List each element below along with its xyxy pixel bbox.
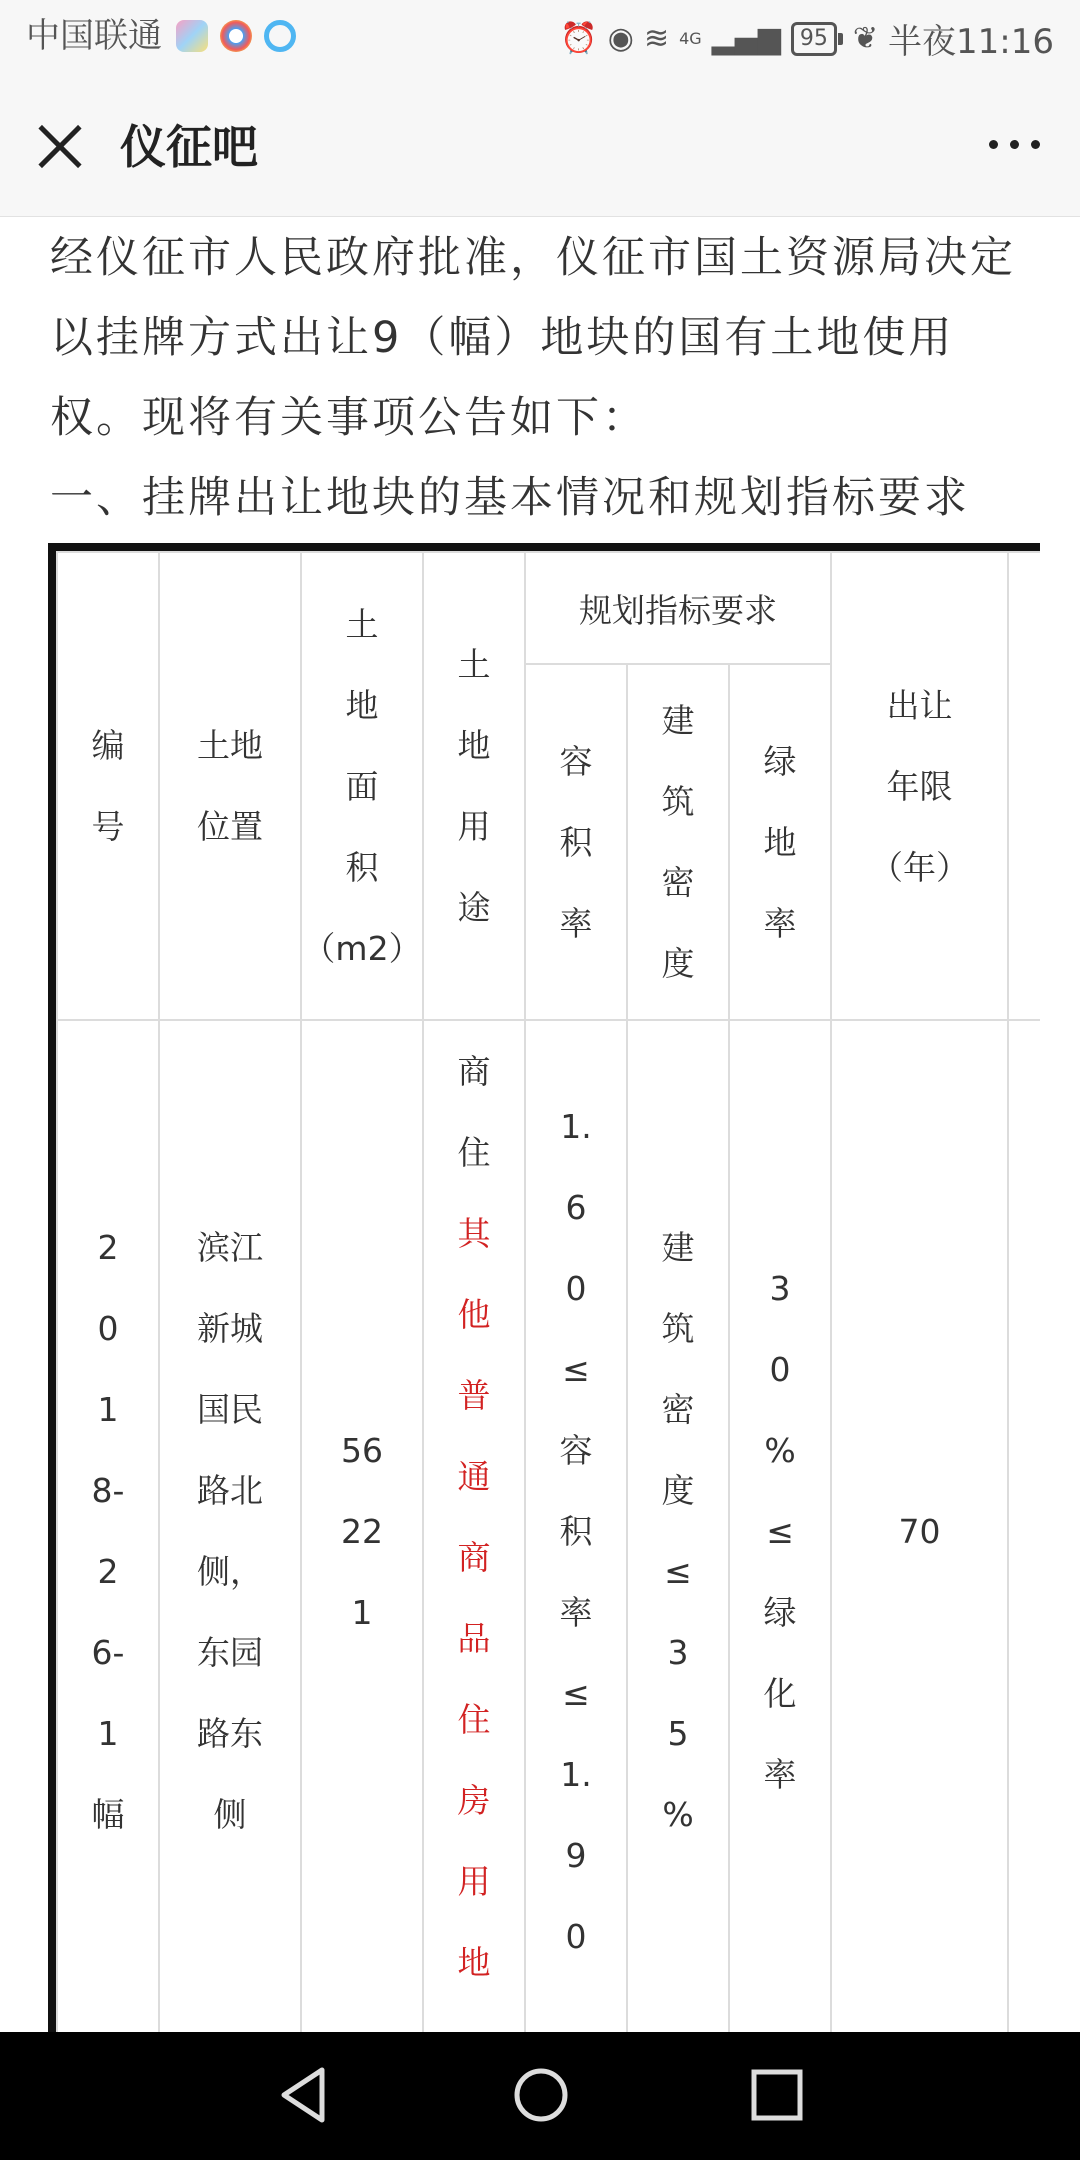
signal-icon: ▂▄▆ [711,21,781,56]
cell-line: 0 [565,1916,587,1956]
cell-line: % [764,1430,796,1470]
cell-line: 建 [661,1228,695,1267]
cell-green [729,1020,831,2041]
carrier-label: 中国联通 [26,16,162,56]
cell-line: 号 [91,807,125,846]
cell-line: 容 [559,1430,593,1470]
wifi-icon: ≋ [643,21,670,56]
cell-line: 用 [457,1862,491,1901]
cell-line: 率 [763,903,797,943]
cell-line: 8- [91,1471,125,1510]
cell-line: 0 [97,1309,119,1348]
cell-line: 路东 [197,1714,263,1753]
header-location [159,552,301,1020]
cell-extra [1008,1020,1040,2041]
cell-line: 幅 [91,1795,125,1834]
cell-area [301,1020,423,2041]
cell-line: 滨江 [197,1228,263,1267]
cell-line: 度 [661,1471,695,1510]
more-dot [1031,140,1040,149]
cell-line: 0 [769,1349,791,1389]
cell-line: 6 [565,1187,587,1227]
cell-line: 1 [97,1390,119,1429]
cell-line: 土地 [197,726,263,765]
cell-line: 国民 [197,1390,263,1429]
qq-notification-icon [264,20,296,52]
cell-line: 5 [667,1714,689,1753]
status-time: 半夜11:16 [888,22,1054,62]
more-dot [1010,140,1019,149]
cell-line: ≤ [664,1552,692,1591]
cell-line: 地 [345,685,379,725]
cell-line: 1 [97,1714,119,1753]
cell-line: 普 [457,1376,491,1415]
cell-line: 建 [661,701,695,740]
cell-line: 筑 [661,782,695,821]
cell-line: 商 [457,1538,491,1577]
cell-line: 2 [97,1552,119,1591]
cell-number [57,1020,159,2041]
cell-line: 品 [457,1619,491,1658]
recent-apps-icon[interactable] [744,2062,810,2128]
cell-location [159,1020,301,2041]
cell-line: 通 [457,1457,491,1496]
intro-paragraph: 经仪征市人民政府批准，仪征市国土资源局决定以挂牌方式出让9（幅）地块的国有土地使用权。现将有关事项公告如下： [50,233,1016,443]
cell-line: 积 [559,822,593,862]
cell-line: ≤ [766,1511,794,1551]
cell-line: 编 [91,726,125,765]
cell-line: 1 [351,1592,373,1632]
header-area [301,552,423,1020]
cell-usage [423,1020,525,2041]
cell-line: 住 [457,1700,491,1739]
cell-line: 商 [457,1052,491,1091]
cell-line: 年限 [886,766,953,806]
cell-line: 3 [667,1633,689,1672]
eye-comfort-icon: ◉ [607,21,634,56]
cell-line: 0 [565,1268,587,1308]
cell-line: 22 [341,1511,383,1551]
cell-line: 1. [560,1754,592,1794]
cell-line: % [662,1795,694,1834]
close-icon[interactable] [34,120,86,172]
cell-line: 度 [661,944,695,983]
cell-line: 6- [91,1633,125,1672]
cell-line: 侧， [197,1552,263,1591]
header-extra [1008,552,1040,1020]
cell-line: 绿 [763,741,797,781]
header-density [627,664,729,1020]
table-row [57,1020,1040,2041]
browser-notification-icon [220,20,252,52]
cell-line: 住 [457,1133,491,1172]
cell-line: 土 [345,604,379,644]
cell-line: 途 [457,888,491,927]
cell-line: 积 [345,847,379,887]
cell-line: 率 [559,903,593,943]
title-bar [0,74,1080,217]
cell-line: 率 [763,1754,797,1794]
status-indicators [560,14,1054,63]
cell-far [525,1020,627,2041]
cell-line: 其 [457,1214,491,1253]
cell-line: 2 [97,1228,119,1267]
cell-line: 筑 [661,1309,695,1348]
status-bar [0,0,1080,74]
header-green [729,664,831,1020]
cell-line: 地 [457,1943,491,1982]
leaf-icon: ❦ [852,21,879,56]
cell-term: 70 [831,1020,1008,2041]
cell-line: 9 [565,1835,587,1875]
back-icon[interactable] [272,2062,338,2128]
cell-line: 3 [769,1268,791,1308]
cell-line: 出让 [886,685,953,725]
more-dot [989,140,998,149]
header-far [525,664,627,1020]
cell-line: （m2） [302,928,422,968]
cell-line: 侧 [213,1795,247,1834]
cell-line: 绿 [763,1592,797,1632]
cell-line: （年） [870,847,970,887]
cell-line: 地 [763,822,797,862]
home-icon[interactable] [508,2062,574,2128]
article-body [50,218,1040,538]
cell-line: 路北 [197,1471,263,1510]
land-table [48,543,1040,2041]
cell-line: 密 [661,863,695,902]
notification-icons [176,20,296,52]
cell-line: 新城 [197,1309,263,1348]
cell-line: 他 [457,1295,491,1334]
cell-line: 面 [345,766,379,806]
more-options-icon[interactable] [989,140,1040,149]
cell-line: 积 [559,1511,593,1551]
header-number [57,552,159,1020]
header-planning: 规划指标要求 [525,552,831,664]
cell-line: 用 [457,807,491,846]
cell-density [627,1020,729,2041]
cell-line: 56 [341,1430,383,1470]
cell-line: ≤ [562,1349,590,1389]
app-notification-icon [176,20,208,52]
cell-line: 化 [763,1673,797,1713]
cell-line: 容 [559,741,593,781]
navigation-bar [0,2032,1080,2160]
cell-line: ≤ [562,1673,590,1713]
cell-line: 东园 [197,1633,263,1672]
cell-line: 位置 [197,807,263,846]
cell-line: 地 [457,726,491,765]
cell-line: 土 [457,645,491,684]
battery-icon: 95 [791,22,837,56]
cell-line: 1. [560,1106,592,1146]
cell-line: 密 [661,1390,695,1429]
header-term [831,552,1008,1020]
cell-line: 率 [559,1592,593,1632]
alarm-icon: ⏰ [560,21,598,56]
header-usage [423,552,525,1020]
page-title: 仪征吧 [120,120,258,174]
cell-line: 房 [457,1781,491,1820]
section-heading: 一、挂牌出让地块的基本情况和规划指标要求 [50,473,970,523]
network-type-label: 4G [679,29,702,48]
